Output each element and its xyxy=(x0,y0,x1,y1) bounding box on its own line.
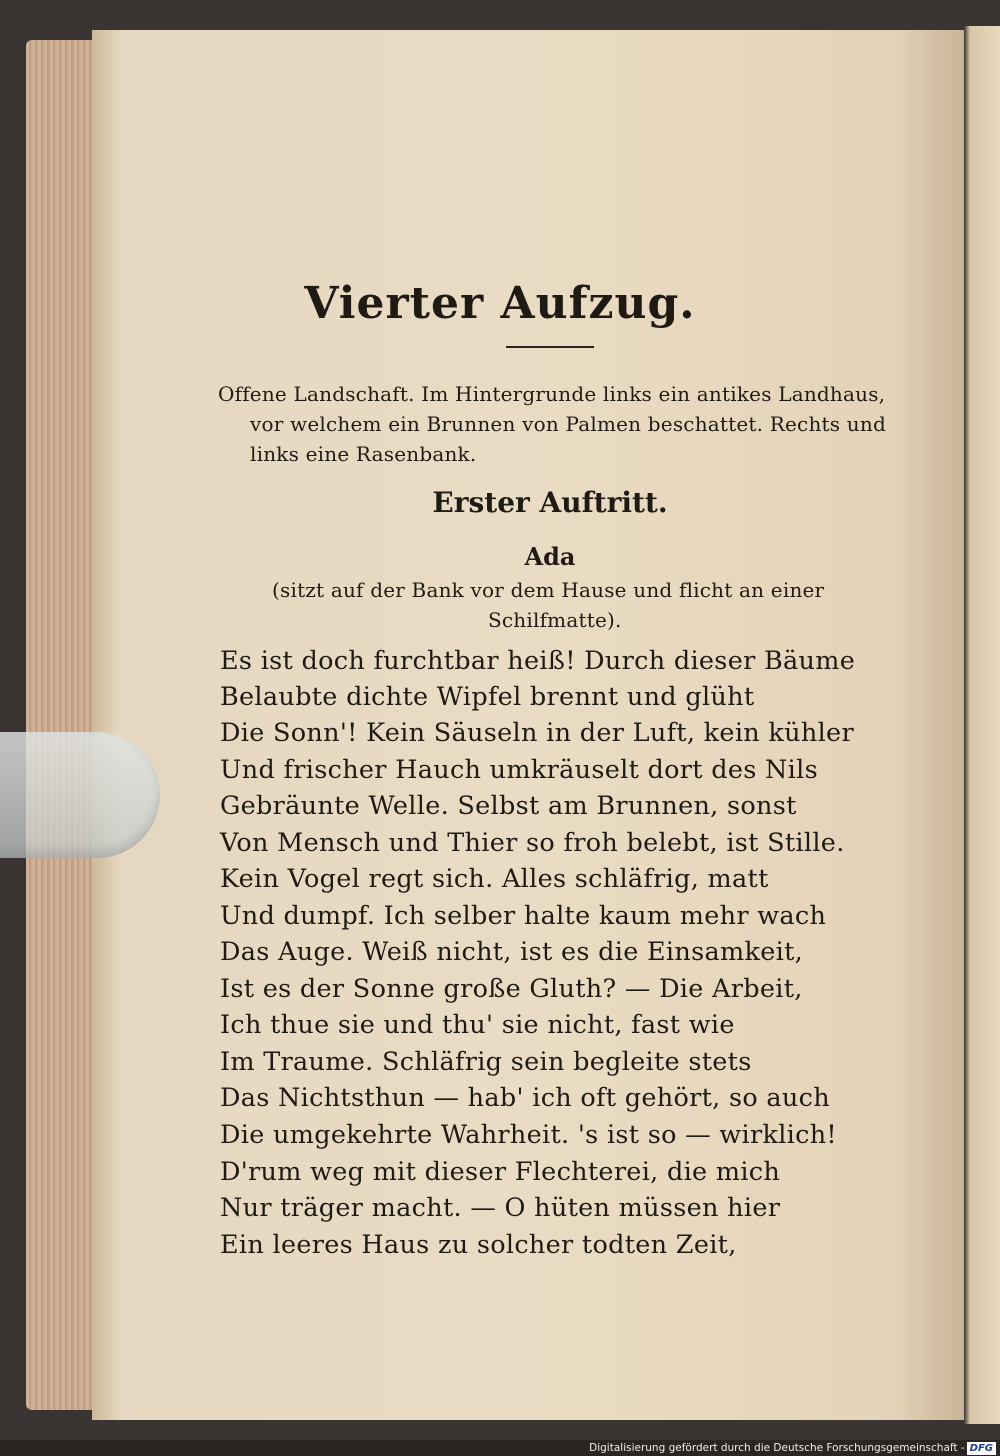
verse-line: Ich thue sie und thu' sie nicht, fast wie xyxy=(220,1010,735,1040)
speaker-name: Ada xyxy=(524,542,576,571)
act-title: Vierter Aufzug. xyxy=(304,278,696,329)
verse-line: Belaubte dichte Wipfel brennt und glüht xyxy=(220,682,755,712)
verse-line: Die umgekehrte Wahrheit. 's ist so — wirklich! xyxy=(220,1120,837,1150)
stage-direction-line: Offene Landschaft. Im Hintergrunde links ein antikes Landhaus, xyxy=(218,382,886,406)
scene-title: Erster Auftritt. xyxy=(432,486,668,519)
verse-line: Von Mensch und Thier so froh belebt, ist Stille. xyxy=(220,828,845,858)
verse-line: Das Nichtsthun — hab' ich oft gehört, so auch xyxy=(220,1083,830,1113)
speaker-direction-line: (sitzt auf der Bank vor dem Hause und flicht an einer xyxy=(272,578,825,602)
verse-line: Ein leeres Haus zu solcher todten Zeit, xyxy=(220,1230,737,1260)
verse-line: Nur träger macht. — O hüten müssen hier xyxy=(220,1193,781,1223)
verse-line: Es ist doch furchtbar heiß! Durch dieser Bäume xyxy=(220,646,856,676)
speaker-direction-line: Schilfmatte). xyxy=(488,608,622,632)
verse-line: Kein Vogel regt sich. Alles schläfrig, matt xyxy=(220,864,769,894)
verse-line: Die Sonn'! Kein Säuseln in der Luft, kein kühler xyxy=(220,718,854,748)
stage-direction-line: links eine Rasenbank. xyxy=(250,442,477,466)
title-rule xyxy=(506,346,594,348)
verse-line: Das Auge. Weiß nicht, ist es die Einsamkeit, xyxy=(220,937,804,967)
verse-line: Und frischer Hauch umkräuselt dort des Nils xyxy=(220,755,818,785)
verse-line: D'rum weg mit dieser Flechterei, die mich xyxy=(220,1157,781,1187)
facing-page-edge xyxy=(964,26,1000,1424)
verse-line: Ist es der Sonne große Gluth? — Die Arbeit, xyxy=(220,974,803,1004)
verse-line: Im Traume. Schläfrig sein begleite stets xyxy=(220,1047,752,1077)
verse-line: Und dumpf. Ich selber halte kaum mehr wach xyxy=(220,901,827,931)
bookmark-tab xyxy=(0,732,160,858)
dfg-logo: DFG xyxy=(967,1442,996,1455)
credit-text: Digitalisierung gefördert durch die Deutsche Forschungsgemeinschaft - xyxy=(589,1442,965,1454)
digitization-credit xyxy=(585,1440,996,1456)
verse-line: Gebräunte Welle. Selbst am Brunnen, sonst xyxy=(220,791,797,821)
stage-direction-line: vor welchem ein Brunnen von Palmen beschattet. Rechts und xyxy=(250,412,886,436)
